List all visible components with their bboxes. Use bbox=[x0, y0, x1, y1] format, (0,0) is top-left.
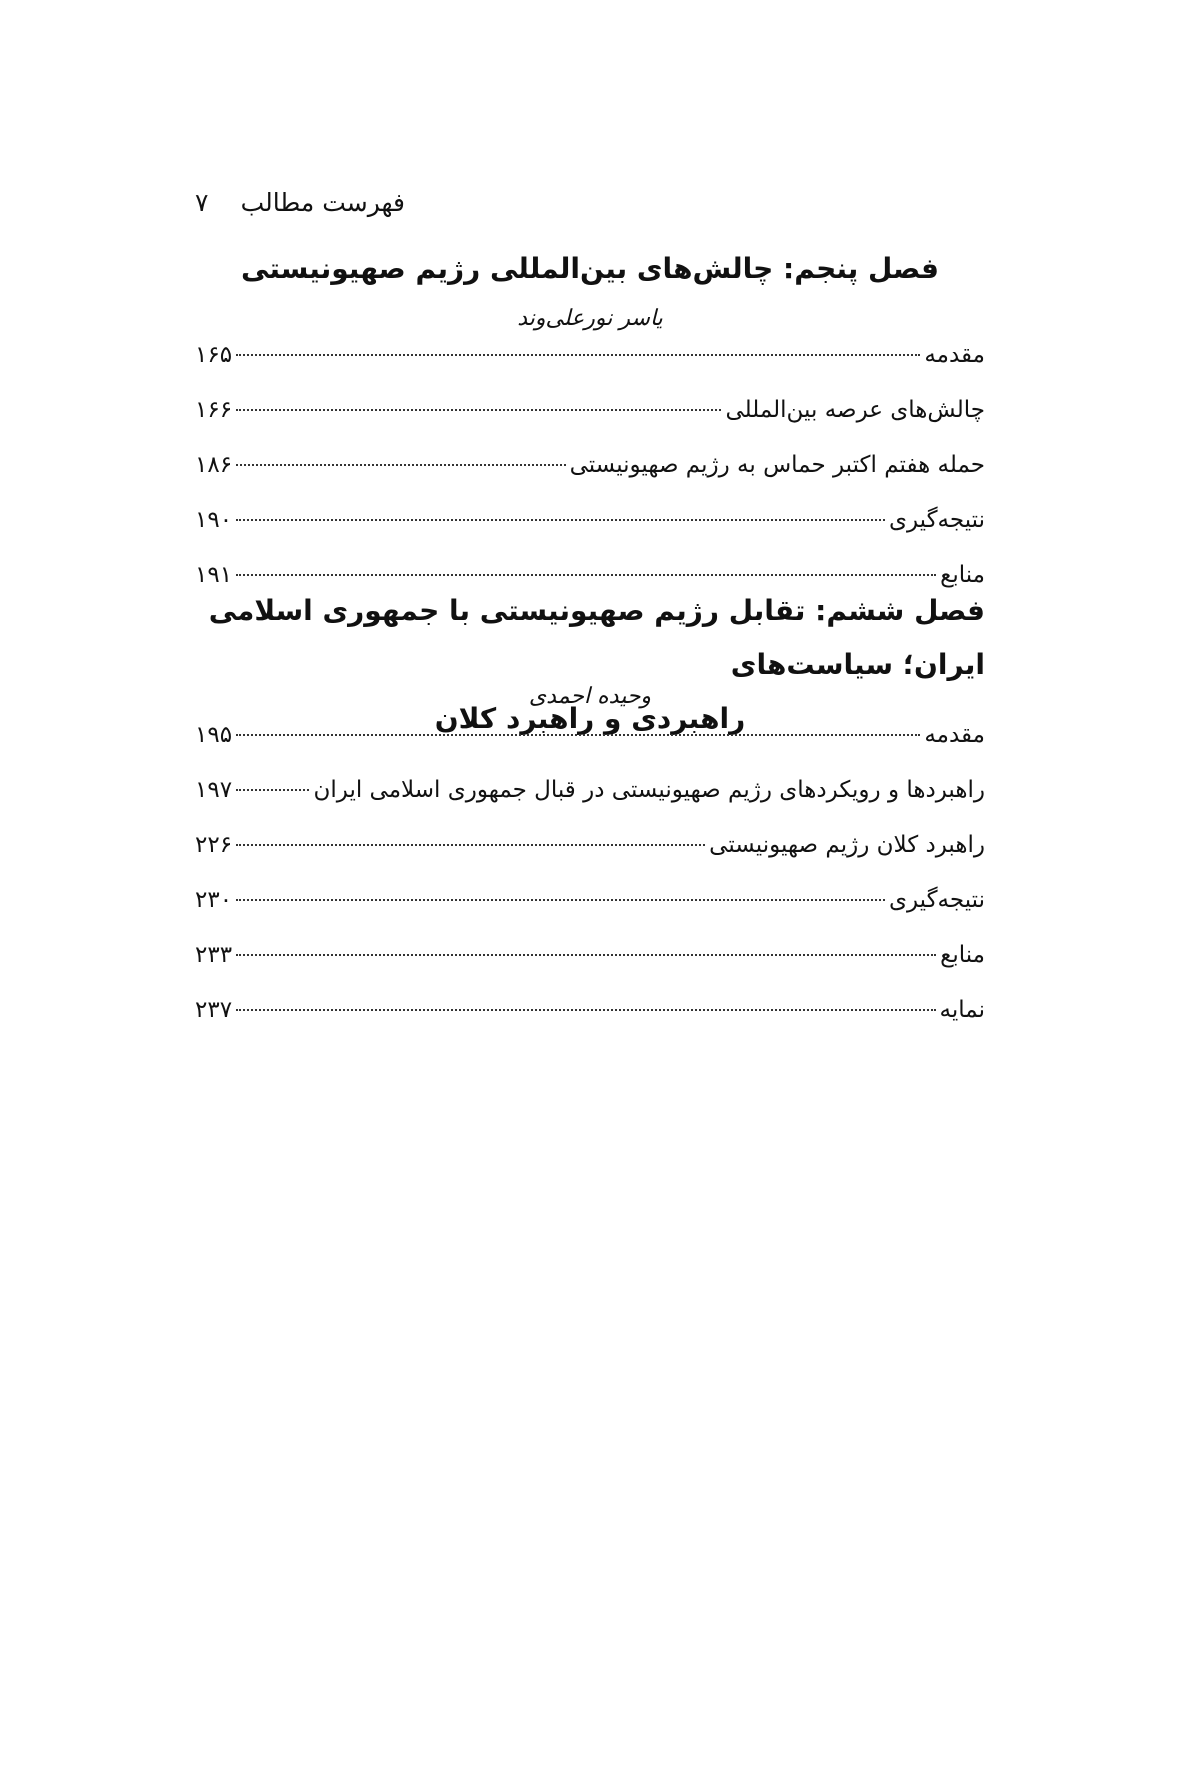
toc-entry-page: ۱۶۵ bbox=[195, 342, 233, 368]
chapter5-author: یاسر نورعلی‌وند bbox=[517, 306, 663, 331]
toc-entry-label: منابع bbox=[940, 562, 985, 588]
chapter5-title: فصل پنجم: چالش‌های بین‌المللی رژیم صهیونیستی bbox=[241, 252, 939, 285]
chapter6-title-line2: راهبردی و راهبرد کلان bbox=[434, 702, 746, 735]
chapter6-title-line1: فصل ششم: تقابل رژیم صهیونیستی با جمهوری اسلامی ایران؛ سیاست‌های bbox=[208, 594, 985, 681]
toc-entry-page: ۱۶۶ bbox=[195, 397, 233, 423]
toc-entry-page: ۲۳۷ bbox=[195, 997, 233, 1023]
dot-leader bbox=[236, 1009, 935, 1011]
dot-leader bbox=[236, 354, 920, 356]
toc-entry-page: ۱۸۶ bbox=[195, 452, 233, 478]
toc-entry[interactable] bbox=[195, 452, 985, 507]
toc-entry-label: مقدمه bbox=[924, 722, 985, 748]
toc-entry-page: ۲۳۳ bbox=[195, 942, 233, 968]
dot-leader bbox=[236, 519, 885, 521]
toc-entry[interactable] bbox=[195, 397, 985, 452]
toc-entry[interactable] bbox=[195, 942, 985, 997]
dot-leader bbox=[236, 789, 309, 791]
dot-leader bbox=[236, 954, 936, 956]
chapter6-author: وحیده احمدی bbox=[528, 684, 652, 709]
toc-entry-page: ۱۹۰ bbox=[195, 507, 233, 533]
toc-entry[interactable] bbox=[195, 777, 985, 832]
dot-leader bbox=[236, 734, 920, 736]
dot-leader bbox=[236, 409, 721, 411]
toc-entry-label: چالش‌های عرصه بین‌المللی bbox=[725, 397, 985, 423]
toc-entry[interactable] bbox=[195, 887, 985, 942]
toc-entry-page: ۱۹۱ bbox=[195, 562, 233, 588]
running-header bbox=[195, 188, 405, 232]
toc-entry-page: ۲۳۰ bbox=[195, 887, 233, 913]
toc-entry[interactable] bbox=[195, 832, 985, 887]
toc-entry-label: منابع bbox=[940, 942, 985, 968]
toc-entry-label: نتیجه‌گیری bbox=[888, 887, 985, 913]
toc-entry[interactable] bbox=[195, 997, 985, 1052]
dot-leader bbox=[236, 899, 885, 901]
toc-entry-label: راهبرد کلان رژیم صهیونیستی bbox=[709, 832, 985, 858]
chapter6-toc bbox=[195, 722, 985, 1052]
toc-entry-label: نمایه bbox=[939, 997, 985, 1023]
chapter5-toc bbox=[195, 342, 985, 617]
toc-entry-label: نتیجه‌گیری bbox=[888, 507, 985, 533]
header-page-number: ۷ bbox=[195, 188, 209, 217]
toc-entry[interactable] bbox=[195, 722, 985, 777]
dot-leader bbox=[236, 464, 566, 466]
toc-entry[interactable] bbox=[195, 507, 985, 562]
toc-entry-page: ۲۲۶ bbox=[195, 832, 233, 858]
header-title: فهرست مطالب bbox=[240, 188, 405, 217]
toc-entry-label: حمله هفتم اکتبر حماس به رژیم صهیونیستی bbox=[569, 452, 985, 478]
toc-entry-label: راهبردها و رویکردهای رژیم صهیونیستی در قبال جمهوری اسلامی ایران bbox=[313, 777, 985, 803]
toc-entry-page: ۱۹۵ bbox=[195, 722, 233, 748]
toc-entry-page: ۱۹۷ bbox=[195, 777, 233, 803]
dot-leader bbox=[236, 844, 705, 846]
toc-entry-label: مقدمه bbox=[924, 342, 985, 368]
toc-entry[interactable] bbox=[195, 342, 985, 397]
dot-leader bbox=[236, 574, 936, 576]
